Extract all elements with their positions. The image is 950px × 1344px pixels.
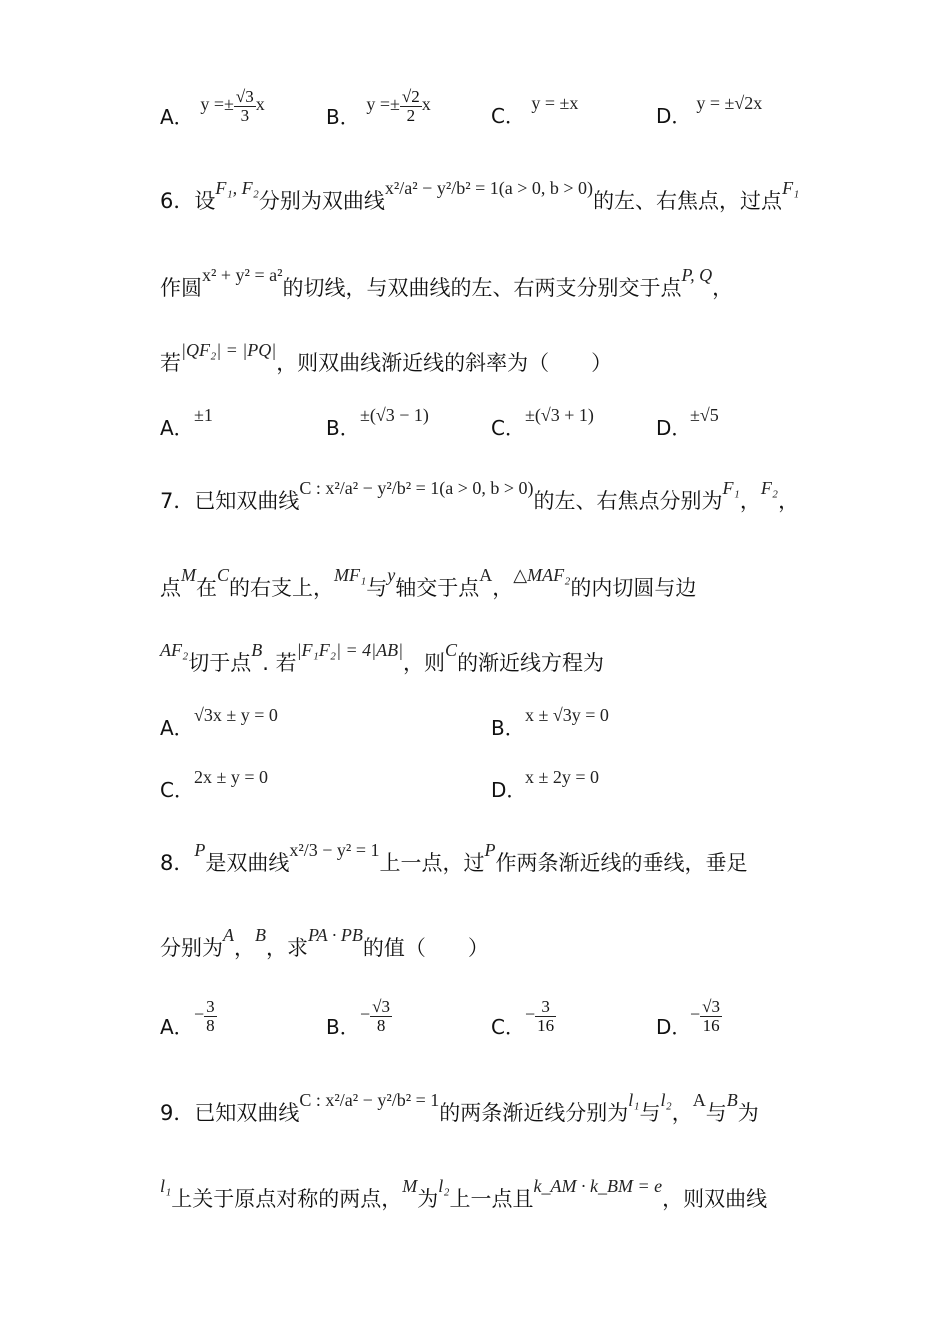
q8-options <box>160 997 800 1050</box>
q8-option-b-frac: $\frac{√3}{8}$ <box>372 997 390 1035</box>
q6-options <box>160 405 800 452</box>
q8-option-c-frac: $\frac{3}{16}$ <box>537 997 555 1035</box>
q7-line-2: 点M在C的右支上，MF₁与y轴交于点A，△MAF₂的内切圆与边 <box>160 565 697 600</box>
q9-line-2: l₁上关于原点对称的两点，M为l₂上一点且k_AM · k_BM = e，则双曲线 <box>160 1176 768 1211</box>
q8-option-c: C．− $\frac{3}{16}$ <box>491 997 555 1039</box>
q6-option-c: C．±(√3 + 1) <box>491 405 594 440</box>
q6-option-b: B．±(√3 − 1) <box>326 405 429 440</box>
q9-line-1: 9．已知双曲线C : x²/a² − y²/b² = 1的两条渐近线分别为l₁与l₂，A与B为 <box>160 1090 759 1125</box>
q8-line-2: 分别为A，B，求PA · PB的值（ ） <box>160 925 489 960</box>
q7-options-row-1 <box>160 705 800 752</box>
q5-option-a: A． y =± $\frac{√3}{3}$ x <box>160 87 265 129</box>
q6-line-1: 6．设F₁, F₂分别为双曲线x²/a² − y²/b² = 1(a > 0, b > 0)的左、右焦点，过点F₁ <box>160 178 800 213</box>
q7-options-row-2 <box>160 767 800 814</box>
q6-line-2: 作圆x² + y² = a²的切线，与双曲线的左、右两支分别交于点P, Q， <box>160 265 734 300</box>
q7-option-a: A．√3x ± y = 0 <box>160 705 278 740</box>
q8-option-d-frac: $\frac{√3}{16}$ <box>702 997 720 1035</box>
q8-option-a-frac: $\frac{3}{8}$ <box>206 997 215 1035</box>
q6-line-3: 若|QF₂| = |PQ|，则双曲线渐近线的斜率为（ ） <box>160 340 613 375</box>
q7-option-c: C．2x ± y = 0 <box>160 767 269 802</box>
q5-option-b-frac: $\frac{√2}{2}$ <box>401 87 420 125</box>
q7-option-b: B．x ± √3y = 0 <box>491 705 609 740</box>
q7-line-1: 7．已知双曲线C : x²/a² − y²/b² = 1(a > 0, b > 0)的左、右焦点分别为F₁，F₂， <box>160 478 800 513</box>
q5-option-b: B． y =± $\frac{√2}{2}$ x <box>326 87 431 129</box>
q6-option-d: D．±√5 <box>656 405 719 440</box>
q7-option-d: D．x ± 2y = 0 <box>491 767 600 802</box>
q8-option-a: A．− $\frac{3}{8}$ <box>160 997 215 1039</box>
q7-line-3: AF₂切于点B. 若|F₁F₂| = 4|AB|，则C的渐近线方程为 <box>160 640 605 675</box>
q5-options <box>160 87 800 140</box>
q5-option-a-frac: $\frac{√3}{3}$ <box>235 87 254 125</box>
q8-option-d: D．− $\frac{√3}{16}$ <box>656 997 720 1039</box>
q8-option-b: B．− $\frac{√3}{8}$ <box>326 997 390 1039</box>
q5-option-d: D． y = ±√2x <box>656 93 763 128</box>
q5-option-a-prefix: y =± <box>200 94 234 114</box>
q6-option-a: A．±1 <box>160 405 213 440</box>
q8-line-1: 8．P是双曲线x²/3 − y² = 1上一点，过P作两条渐近线的垂线，垂足 <box>160 840 748 875</box>
q5-option-c: C． y = ±x <box>491 93 579 128</box>
